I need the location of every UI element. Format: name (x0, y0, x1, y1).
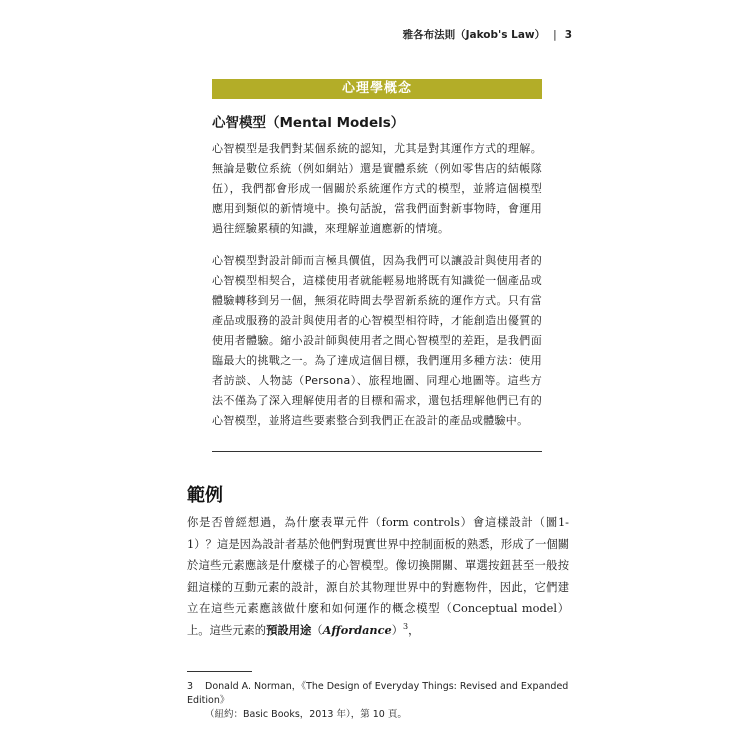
footnote-number: 3 (187, 681, 194, 692)
footnote-citation: Donald A. Norman，《The Design of Everyday Things: Revised and Expanded Edition》 (187, 681, 569, 706)
footnote-ref[interactable]: 3 (403, 621, 409, 631)
concept-title: 心智模型（Mental Models） (212, 115, 405, 131)
concept-paragraph: 心智模型對設計師而言極具價值，因為我們可以讓設計與使用者的心智模型相契合，這樣使用者就能輕易地將既有知識從一個產品或體驗轉移到另一個，無須花時間去學習新系統的運作方式。只有當產品或服務的設計與使用者的心智模型相符時，才能創造出優質的使用者體驗。縮小設計師與使用者之間心智模型的差距，是我們面臨最大的挑戰之一。為了達成這個目標，我們運用多種方法：使用者訪談、人物誌（Persona）、旅程地圖、同理心地圖等。這些方法不僅為了深入理解使用者的目標和需求，還包括理解他們已有的心智模型，並將這些要素整合到我們正在設計的產品或體驗中。 (212, 254, 542, 427)
concept-divider (212, 451, 542, 452)
body-paragraph (187, 512, 569, 641)
body-text: 你是否曾經想過，為什麼表單元件（form controls）會這樣設計（圖1-1）？這是因為設計者基於他們對現實世界中控制面板的熟悉，形成了一個關於這些元素應該是什麼樣子的心智模型。像切換開關、單選按鈕甚至一般按鈕這樣的互動元素的設計，源自於其物理世界中的對應物件，因此，它們建立在這些元素應該做什麼和如何運作的概念模型（Conceptual model）上。這些元素的 (187, 516, 569, 637)
running-header (403, 27, 572, 42)
psychology-concept-box (212, 79, 542, 460)
concept-banner: 心理學概念 (212, 79, 542, 99)
concept-paragraph: 心智模型是我們對某個系統的認知，尤其是對其運作方式的理解。無論是數位系統（例如網站）還是實體系統（例如零售店的結帳隊伍），我們都會形成一個關於系統運作方式的模型，並將這個模型應用到類似的新情境中。換句話說，當我們面對新事物時，會運用過往經驗累積的知識，來理解並適應新的情境。 (212, 142, 542, 235)
footnote-citation-cont: （紐約：Basic Books，2013 年），第 10 頁。 (205, 709, 407, 720)
paren-open: （ (311, 623, 323, 637)
footnote-divider (187, 671, 252, 672)
page-number: 3 (564, 29, 572, 41)
running-title: 雅各布法則（Jakob's Law） (402, 29, 546, 41)
header-separator: | (553, 29, 557, 41)
affordance-term: Affordance (322, 622, 392, 637)
section-heading: 範例 (187, 485, 223, 506)
footnote (187, 680, 587, 722)
bold-term: 預設用途 (266, 622, 312, 637)
paren-close: ） (391, 623, 404, 637)
body-text-end: ， (408, 623, 420, 637)
